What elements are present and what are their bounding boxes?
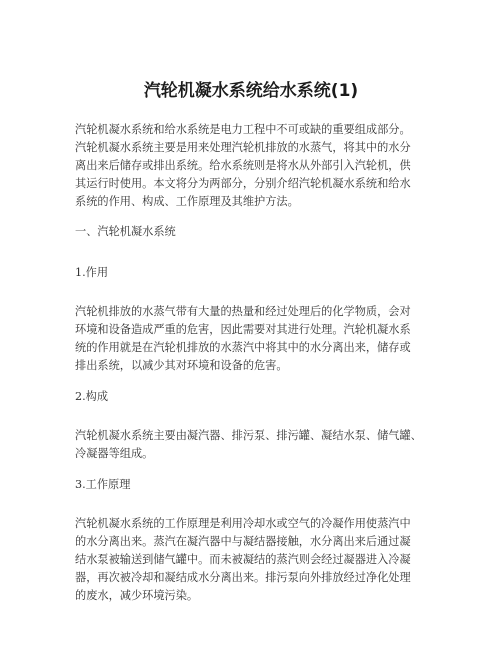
paragraph-line: 的废水，减少环境污染。	[75, 589, 199, 602]
paragraph-line: 冷凝器等组成。	[75, 447, 154, 460]
paragraph-line: 环境和设备造成严重的危害，因此需要对其进行处理。汽轮机凝水系	[75, 323, 411, 336]
paragraph-line: 汽轮机凝水系统主要由凝汽器、排污泵、排污罐、凝结水泵、储气罐、	[75, 429, 422, 442]
paragraph-line: 统的作用就是在汽轮机排放的水蒸汽中将其中的水分离出来，储存或	[75, 341, 411, 354]
paragraph-line: 器，再次被冷却和凝结成水分离出来。排污泵向外排放经过净化处理	[75, 571, 411, 584]
section-heading: 一、汽轮机凝水系统	[75, 225, 176, 238]
paragraph-line: 汽轮机凝水系统的工作原理是利用冷却水或空气的冷凝作用使蒸汽中	[75, 517, 411, 530]
principle-paragraph	[75, 515, 455, 605]
paragraph-line: 结水泵被输送到储气罐中。而未被凝结的蒸汽则会经过凝器进入冷凝	[75, 553, 411, 566]
paragraph-line: 的水分离出来。蒸汽在凝汽器中与凝结器接触，水分离出来后通过凝	[75, 535, 411, 548]
intro-line: 汽轮机凝水系统主要是用来处理汽轮机排放的水蒸气，将其中的水分	[75, 141, 411, 154]
document-title: 汽轮机凝水系统给水系统(1)	[143, 81, 359, 101]
subsection-heading-structure: 2.构成	[75, 390, 109, 403]
intro-line: 汽轮机凝水系统和给水系统是电力工程中不可或缺的重要组成部分。	[75, 123, 411, 136]
paragraph-line: 排出系统，以减少其对环境和设备的危害。	[75, 359, 288, 372]
function-paragraph	[75, 303, 455, 375]
intro-line: 其运行时使用。本文将分为两部分，分别介绍汽轮机凝水系统和给水	[75, 177, 411, 190]
structure-paragraph	[75, 427, 455, 463]
intro-line: 系统的作用、构成、工作原理及其维护方法。	[75, 195, 299, 208]
intro-line: 离出来后储存或排出系统。给水系统则是将水从外部引入汽轮机，供	[75, 159, 411, 172]
paragraph-line: 汽轮机排放的水蒸气带有大量的热量和经过处理后的化学物质，会对	[75, 305, 411, 318]
intro-paragraph	[75, 121, 455, 211]
subsection-heading-principle: 3.工作原理	[75, 478, 131, 491]
subsection-heading-function: 1.作用	[75, 266, 109, 279]
